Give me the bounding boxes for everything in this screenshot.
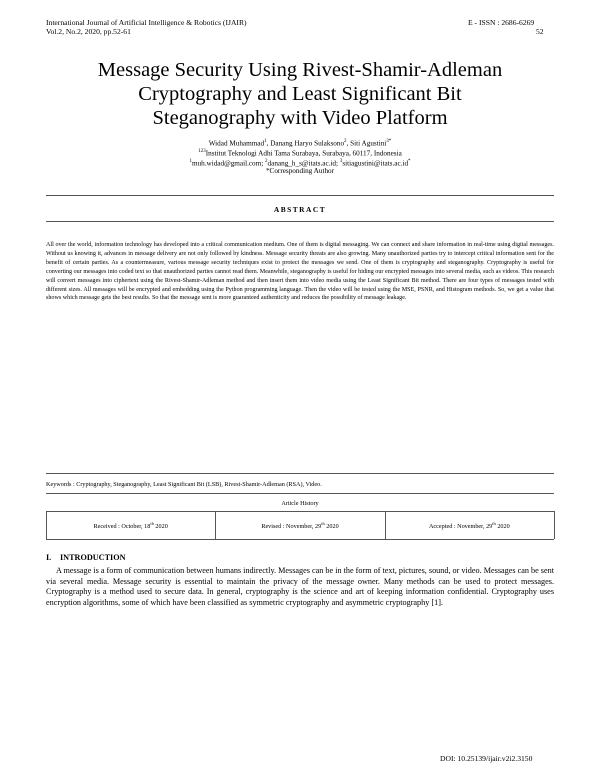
- table-border: [554, 511, 555, 539]
- author-names: Widad Muhammad$^1$, Danang Haryo Sulaksono$^2$, Siti Agustini$^{3*}$: [208, 139, 392, 148]
- journal-name: International Journal of Artificial Intelligence & Robotics (IJAIR): [46, 18, 247, 27]
- page-number: 52: [536, 27, 544, 36]
- title-line-3: Steganography with Video Platform: [152, 107, 448, 129]
- abstract-body: All over the world, information technology has developed into a critical communication medium. One of them is digital messaging. We can connect and share information in real-time using digital messages. Without us knowing it, advances in message delivery are not only followed by kindness. Message security threats are also growing. Many unauthorized parties try to intercept critical information sent for the benefit of certain parties. As a countermeasure, various message security techniques exist to protect the messages we send. One of them is cryptography and steganography. Cryptography is useful for converting our messages into coded text so that unauthorized parties cannot read them. Meanwhile, steganography is useful for hiding our encrypted messages into several media, such as videos. This research will convert messages into ciphertext using the Rivest-Shamir-Adleman method and then insert them into video media using the Least Significant Bit method. There are four types of messages tested with different sizes. All messages will be encrypted and embedding using the Python programming language. Then the video will be tested using the MSE, PSNR, and Histogram methods. So, we get a value that shows which message gets the best results. So that the message sent is more guaranteed authenticity and reduces the possibility of message leakage.: [46, 242, 554, 302]
- accepted-date: Accepted : November, 29th 2020: [428, 521, 510, 531]
- volume-info: Vol.2, No.2, 2020, pp.52-61: [46, 27, 131, 36]
- intro-paragraph-1: A message is a form of communication between humans indirectly. Messages can be in the form of text, pictures, sound, or video. Messages can be sent via several media. Message security is essential to maintain the privacy of the message owner. Many methods can be used to protect messages. Cryptography is a method used to secure data. In general, cryptography is the science and art of keeping information confidential. Cryptography uses encryption algorithms, some of which have been classified as symmetric cryptography and asymmetric cryptography [1].: [46, 566, 554, 607]
- divider: [46, 473, 554, 474]
- keywords: Keywords : Cryptography, Steganography, Least Significant Bit (LSB), Rivest-Shamir-Adleman (RSA), Video.: [46, 481, 322, 488]
- divider: [46, 539, 554, 540]
- revised-date: Revised : November, 29th 2020: [261, 521, 339, 531]
- intro-section-heading: I. INTRODUCTION: [46, 553, 126, 562]
- corresponding-author: *Corresponding Author: [265, 167, 335, 175]
- doi: DOI: 10.25139/ijair.v2i2.3150: [440, 754, 533, 763]
- divider: [46, 511, 554, 512]
- abstract-heading: ABSTRACT: [273, 205, 327, 214]
- issn: E - ISSN : 2686-6269: [468, 18, 535, 27]
- title-line-1: Message Security Using Rivest-Shamir-Adleman: [97, 59, 503, 81]
- received-date: Received : October, 18th 2020: [93, 521, 168, 531]
- article-history-row: [46, 518, 554, 530]
- divider: [46, 195, 554, 196]
- title-line-2: Cryptography and Least Significant Bit: [138, 83, 462, 105]
- divider: [46, 221, 554, 222]
- article-history-title: Article History: [281, 500, 319, 507]
- paper-title: [40, 58, 560, 130]
- divider: [46, 493, 554, 494]
- affiliation: $^{123}$Institut Teknologi Adhi Tama Surabaya, Surabaya, 60117, Indonesia: [198, 149, 402, 158]
- author-emails: $^1$muh.widad@gmail.com; $^2$danang_h_s@itats.ac.id; $^3$sitiagustini@itats.ac.id*: [189, 159, 411, 168]
